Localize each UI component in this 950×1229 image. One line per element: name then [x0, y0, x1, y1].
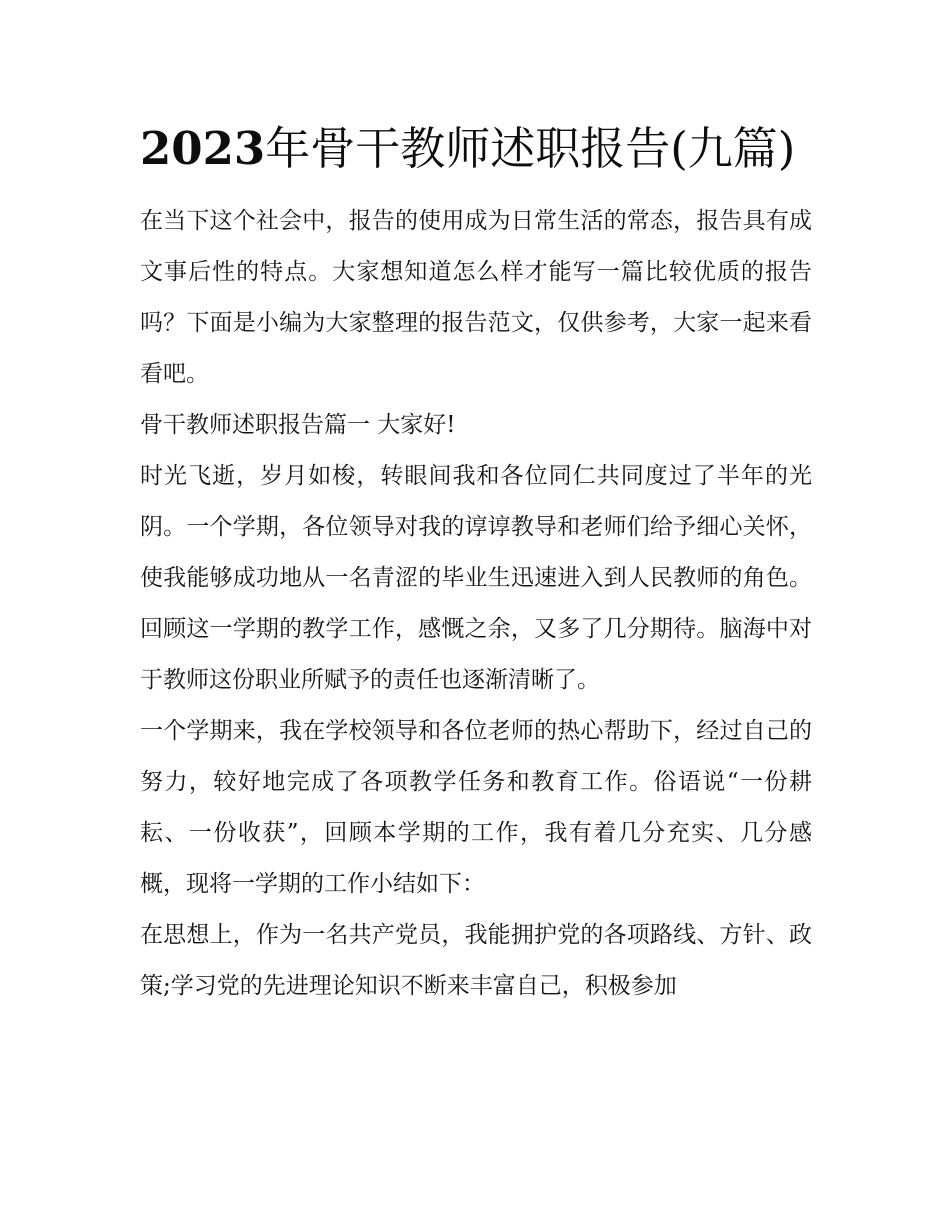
title-text: 年骨干教师述职报告(九篇): [265, 122, 796, 175]
document-title: [140, 118, 812, 180]
paragraph-ideology: 在思想上，作为一名共产党员，我能拥护党的各项路线、方针、政策;学习党的先进理论知识不断来丰富自己，积极参加: [140, 922, 812, 999]
document-page: [140, 118, 812, 1012]
paragraph-section-heading: 骨干教师述职报告篇一 大家好!: [140, 412, 456, 438]
paragraph-reflection: 时光飞逝，岁月如梭，转眼间我和各位同仁共同度过了半年的光阴。一个学期，各位领导对我的谆谆教导和老师们给予细心关怀，使我能够成功地从一名青涩的毕业生迅速进入到人民教师的角色。回顾这一学期的教学工作，感慨之余，又多了几分期待。脑海中对于教师这份职业所赋予的责任也逐渐清晰了。: [140, 463, 812, 693]
document-body: [140, 196, 812, 1012]
paragraph-summary: 一个学期来，我在学校领导和各位老师的热心帮助下，经过自己的努力，较好地完成了各项教学任务和教育工作。俗语说“一份耕耘、一份收获”，回顾本学期的工作，我有着几分充实、几分感概，现将一学期的工作小结如下：: [140, 718, 812, 897]
title-year: 2023: [140, 122, 266, 175]
paragraph-intro: 在当下这个社会中，报告的使用成为日常生活的常态，报告具有成文事后性的特点。大家想知道怎么样才能写一篇比较优质的报告吗？下面是小编为大家整理的报告范文，仅供参考，大家一起来看看吧。: [140, 208, 812, 387]
